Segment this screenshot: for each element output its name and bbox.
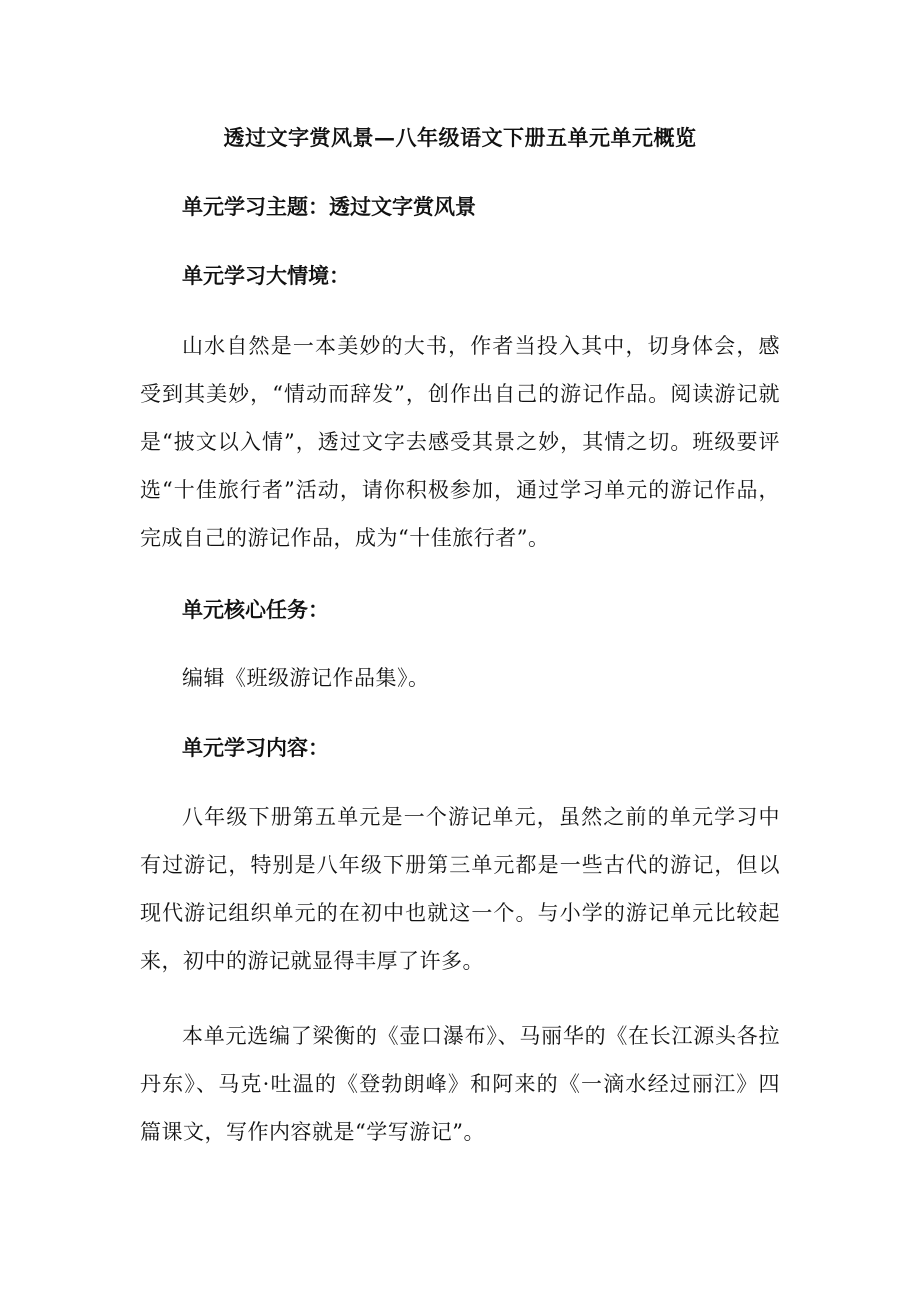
task-text: 编辑《班级游记作品集》。	[182, 666, 430, 690]
context-heading: 单元学习大情境：	[182, 263, 350, 288]
content-paragraph-2: 本单元选编了梁衡的《壶口瀑布》、马丽华的《在长江源头各拉丹东》、马克·吐温的《登勃朗峰》和阿来的《一滴水经过丽江》四篇课文，写作内容就是“学写游记”。	[140, 1024, 780, 1144]
content-heading: 单元学习内容：	[182, 735, 329, 760]
task-heading: 单元核心任务：	[182, 597, 329, 622]
document-title: 透过文字赏风景—八年级语文下册五单元单元概览	[223, 125, 697, 150]
theme-heading: 单元学习主题：透过文字赏风景	[182, 194, 476, 219]
content-paragraph-1: 八年级下册第五单元是一个游记单元，虽然之前的单元学习中有过游记，特别是八年级下册第三单元都是一些古代的游记，但以现代游记组织单元的在初中也就这一个。与小学的游记单元比较起来，初中的游记就显得丰厚了许多。	[140, 805, 780, 973]
context-paragraph: 山水自然是一本美妙的大书，作者当投入其中，切身体会，感受到其美妙，“情动而辞发”，创作出自己的游记作品。阅读游记就是“披文以入情”，透过文字去感受其景之妙，其情之切。班级要评选“十佳旅行者”活动，请你积极参加，通过学习单元的游记作品，完成自己的游记作品，成为“十佳旅行者”。	[140, 334, 780, 550]
